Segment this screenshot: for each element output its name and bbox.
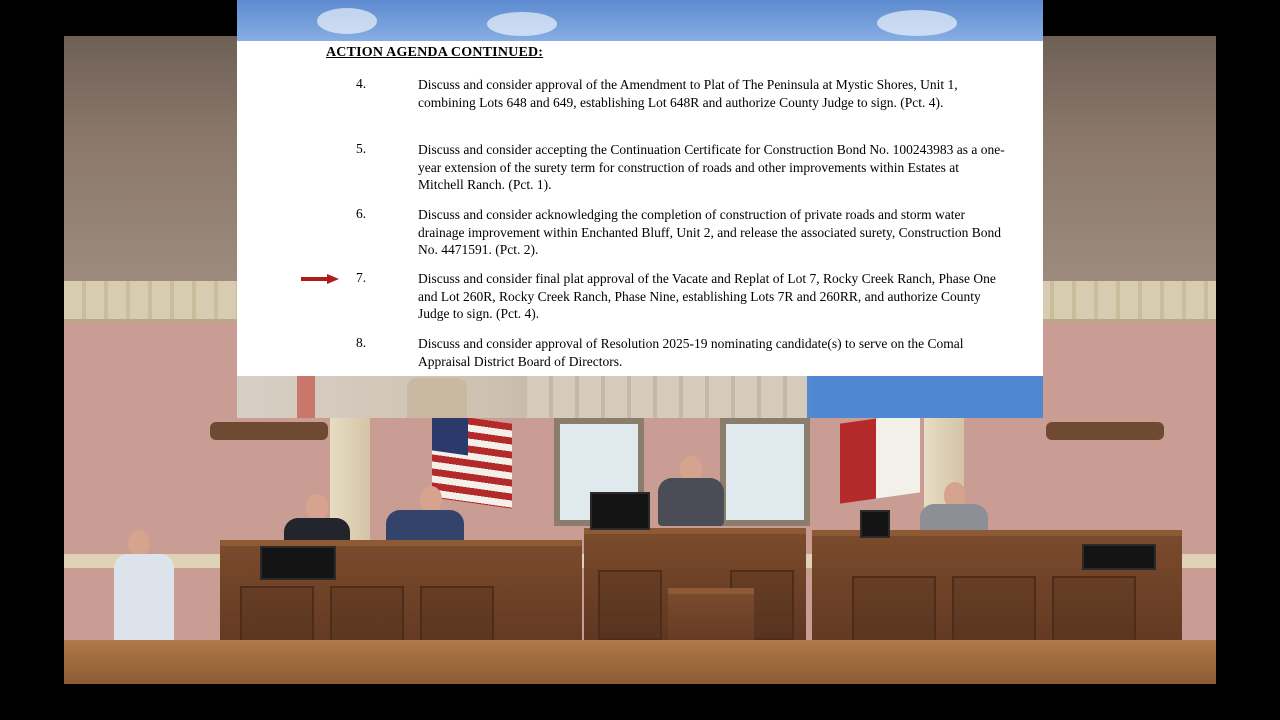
monitor [260, 546, 336, 580]
agenda-item-number: 6. [356, 206, 367, 221]
agenda-item-text: Discuss and consider accepting the Continuation Certificate for Construction Bond No. 100243983 as a one-year extension of the surety term for construction of roads and other improvements within Estates at Mitchell Ranch. (Pct. 1). [418, 142, 1005, 192]
wall-bracket [210, 422, 328, 440]
us-flag [432, 412, 512, 508]
monitor [590, 492, 650, 530]
agenda-document [237, 41, 1043, 376]
agenda-item-number: 4. [356, 76, 367, 91]
agenda-slide [237, 0, 1043, 418]
agenda-heading: ACTION AGENDA CONTINUED: [326, 45, 544, 60]
slide-sky-banner [237, 0, 1043, 41]
agenda-item-text: Discuss and consider acknowledging the completion of construction of private roads and storm water drainage improvement within Enchanted Bluff, Unit 2, and release the associated surety, Construction Bond No. 4471591. (Pct. 2). [418, 207, 1001, 257]
agenda-item-text: Discuss and consider approval of the Amendment to Plat of The Peninsula at Mystic Shores, Unit 1, combining Lots 648 and 649, establishing Lot 648R and authorize County Judge to sign. (Pct. 4). [418, 77, 958, 110]
current-item-arrow-icon [301, 274, 339, 284]
agenda-item-number: 7. [356, 270, 367, 285]
agenda-item-number: 5. [356, 141, 367, 156]
courtroom-window [720, 418, 810, 526]
agenda-item-text: Discuss and consider approval of Resolution 2025-19 nominating candidate(s) to serve on the Comal Appraisal District Board of Directors. [418, 336, 964, 369]
monitor [1082, 544, 1156, 570]
monitor [860, 510, 890, 538]
agenda-item-text: Discuss and consider final plat approval of the Vacate and Replat of Lot 7, Rocky Creek Ranch, Phase One and Lot 260R, Rocky Creek Ranch, Phase Nine, establishing Lots 7R and 260RR, and authorize County Judge to sign. (Pct. 4). [418, 271, 996, 321]
agenda-item-number: 8. [356, 335, 367, 350]
wall-bracket [1046, 422, 1164, 440]
slide-footer-banner [237, 376, 1043, 418]
courtroom-floor [64, 640, 1216, 684]
texas-flag [840, 412, 920, 503]
